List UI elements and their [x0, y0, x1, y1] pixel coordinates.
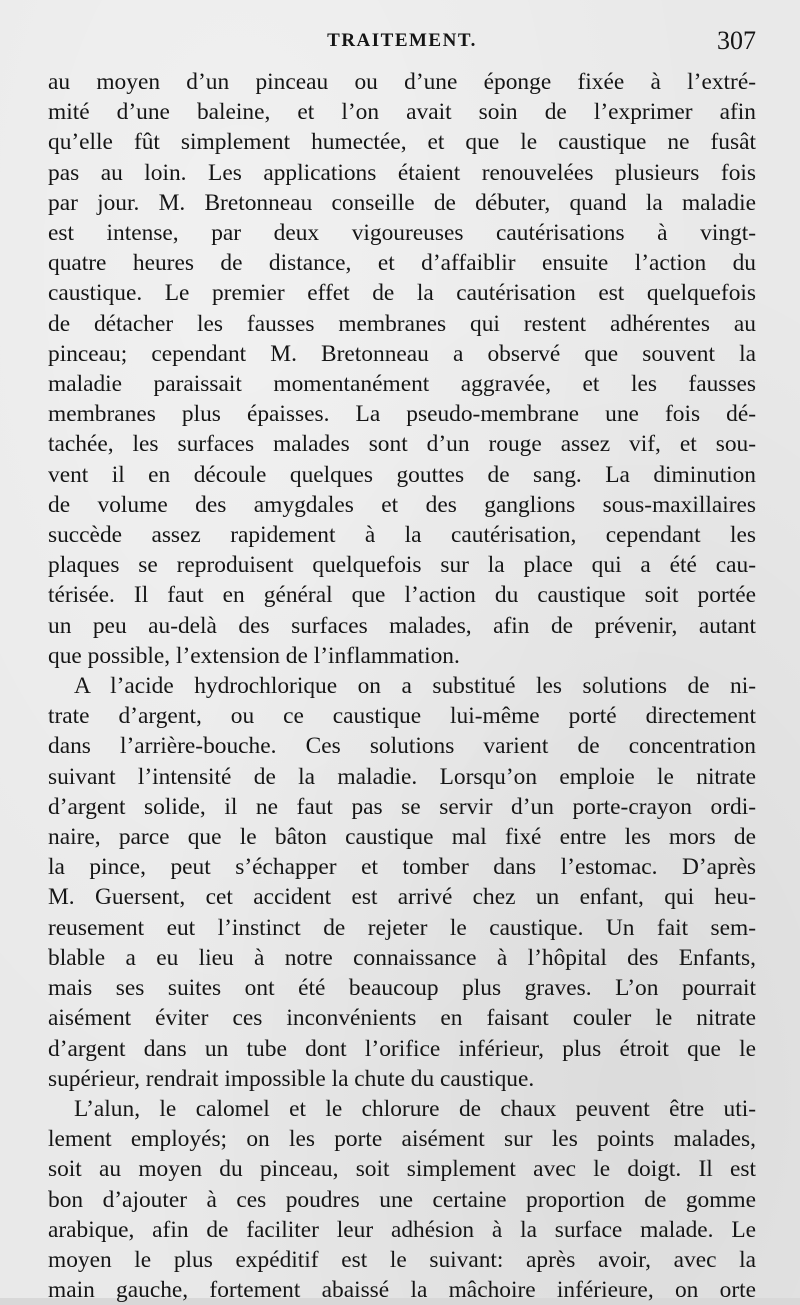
text-line: soit au moyen du pinceau, soit simplement avec le doigt. Il est [48, 1156, 756, 1183]
text-line: qu’elle fût simplement humectée, et que le caustique ne fusât [48, 129, 756, 156]
text-line: plaques se reproduisent quelquefois sur la place qui a été cau- [48, 552, 756, 579]
paragraph [48, 67, 756, 671]
text-line: supérieur, rendrait impossible la chute du caustique. [48, 1065, 535, 1092]
text-line: moyen le plus expéditif est le suivant: après avoir, avec la [48, 1246, 756, 1273]
paragraph [48, 671, 756, 1094]
text-line: aisément éviter ces inconvénients en faisant couler le nitrate [48, 1005, 756, 1032]
text-line: blable a eu lieu à notre connaissance à l’hôpital des Enfants, [48, 944, 756, 971]
text-line: membranes plus épaisses. La pseudo-membrane une fois dé- [48, 401, 756, 428]
running-title: TRAITEMENT. [327, 30, 477, 51]
text-line: de détacher les fausses membranes qui restent adhérentes au [48, 310, 756, 337]
text-line: pinceau; cependant M. Bretonneau a observé que souvent la [48, 340, 756, 367]
text-line: reusement eut l’instinct de rejeter le caustique. Un fait sem- [48, 914, 756, 941]
text-line: bon d’ajouter à ces poudres une certaine proportion de gomme [48, 1186, 756, 1213]
text-line: suivant l’intensité de la maladie. Lorsqu’on emploie le nitrate [48, 763, 756, 790]
text-line: que possible, l’extension de l’inflammation. [48, 642, 460, 669]
paragraph [48, 1094, 756, 1305]
text-line: un peu au-delà des surfaces malades, afin de prévenir, autant [48, 612, 756, 639]
text-line: d’argent solide, il ne faut pas se servir d’un porte-crayon ordi- [48, 793, 756, 820]
text-line: L’alun, le calomel et le chlorure de chaux peuvent être uti- [74, 1095, 756, 1122]
text-line: térisée. Il faut en général que l’action du caustique soit portée [48, 582, 756, 609]
text-line: est intense, par deux vigoureuses cautérisations à vingt- [48, 220, 756, 247]
text-line: maladie paraissait momentanément aggravée, et les fausses [48, 371, 756, 398]
text-line: succède assez rapidement à la cautérisation, cependant les [48, 522, 756, 549]
text-line: mité d’une baleine, et l’on avait soin de l’exprimer afin [48, 99, 756, 126]
text-line: main gauche, fortement abaissé la mâchoire inférieure, on orte [48, 1277, 756, 1304]
page-number: 307 [717, 26, 756, 55]
text-line: caustique. Le premier effet de la cautérisation est quelquefois [48, 280, 756, 307]
text-line: d’argent dans un tube dont l’orifice inférieur, plus étroit que le [48, 1035, 756, 1062]
text-line: mais ses suites ont été beaucoup plus graves. L’on pourrait [48, 975, 756, 1002]
text-line: M. Guersent, cet accident est arrivé chez un enfant, qui heu- [48, 884, 756, 911]
text-line: arabique, afin de faciliter leur adhésion à la surface malade. Le [48, 1216, 756, 1243]
text-line: A l’acide hydrochlorique on a substitué les solutions de ni- [74, 673, 756, 700]
text-line: la pince, peut s’échapper et tomber dans l’estomac. D’après [48, 854, 756, 881]
text-line: tachée, les surfaces malades sont d’un rouge assez vif, et sou- [48, 431, 756, 458]
text-line: par jour. M. Bretonneau conseille de débuter, quand la maladie [48, 189, 756, 216]
text-line: de volume des amygdales et des ganglions sous-maxillaires [48, 491, 756, 518]
text-line: lement employés; on les porte aisément sur les points malades, [48, 1126, 756, 1153]
text-line: dans l’arrière-bouche. Ces solutions varient de concentration [48, 733, 756, 760]
text-line: vent il en découle quelques gouttes de sang. La diminution [48, 461, 756, 488]
text-line: trate d’argent, ou ce caustique lui-même porté directement [48, 703, 756, 730]
text-line: au moyen d’un pinceau ou d’une éponge fixée à l’extré- [48, 69, 756, 95]
text-line: naire, parce que le bâton caustique mal fixé entre les mors de [48, 824, 756, 851]
text-line: quatre heures de distance, et d’affaiblir ensuite l’action du [48, 250, 756, 277]
text-line: pas au loin. Les applications étaient renouvelées plusieurs fois [48, 159, 756, 186]
body-text [48, 67, 756, 1305]
page-header [48, 26, 756, 66]
